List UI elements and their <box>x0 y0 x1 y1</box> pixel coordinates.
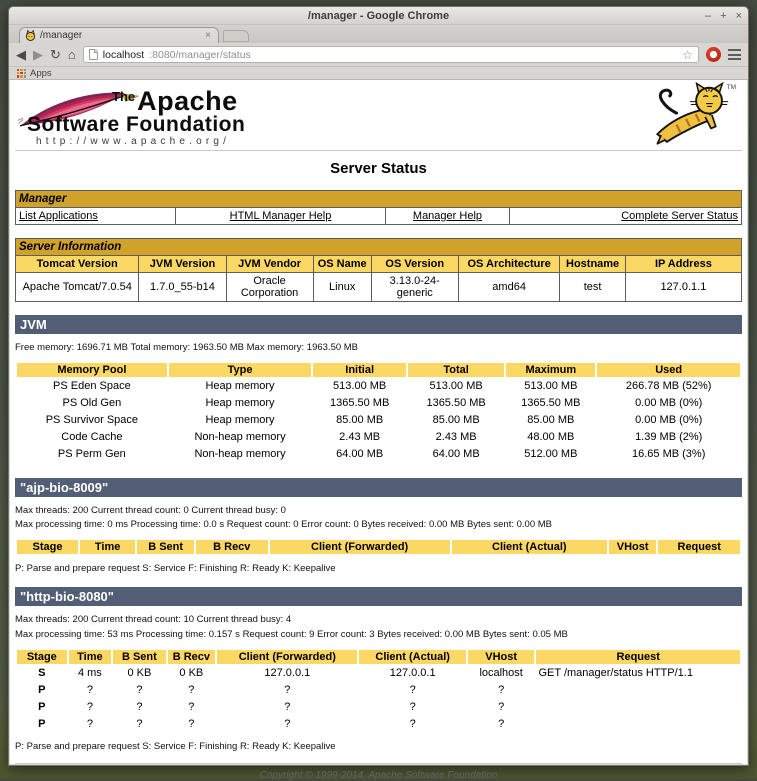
col-header: JVM Vendor <box>226 256 313 273</box>
col-header: IP Address <box>625 256 741 273</box>
table-cell: 2.43 MB <box>435 431 477 444</box>
jvm-memory-summary: Free memory: 1696.71 MB Total memory: 1963.50 MB Max memory: 1963.50 MB <box>15 342 359 353</box>
col-header: Total <box>408 363 504 377</box>
table-row <box>17 700 740 715</box>
table-cell: P <box>38 718 46 731</box>
http-thread-stats: Max threads: 200 Current thread count: 10 Current thread busy: 4 <box>15 614 292 626</box>
col-header: Memory Pool <box>17 363 167 377</box>
table-cell: ? <box>136 683 143 696</box>
window-controls <box>705 7 742 25</box>
bookmarks-bar <box>9 67 748 80</box>
col-header: B Recv <box>168 650 216 664</box>
trademark-label: TM <box>726 84 736 91</box>
table-cell: ? <box>498 718 505 731</box>
jvm-section-header: JVM <box>15 315 742 334</box>
col-header: OS Name <box>313 256 371 273</box>
logo-the: The <box>112 89 136 104</box>
table-row <box>17 413 740 428</box>
tomcat-logo-wrap <box>644 84 736 146</box>
table-cell: Heap memory <box>205 414 275 427</box>
http-connector-stats <box>15 613 742 642</box>
http-stage-legend: P: Parse and prepare request S: Service F: Finishing R: Ready K: Keepalive <box>15 741 336 753</box>
logo-url: http://www.apache.org/ <box>36 136 231 147</box>
memory-pool-table <box>15 361 742 465</box>
table-cell: ? <box>188 718 195 731</box>
chrome-menu-icon[interactable] <box>728 49 741 60</box>
window-title: /manager - Google Chrome <box>307 9 450 22</box>
col-header: Tomcat Version <box>16 256 139 273</box>
col-header: Stage <box>17 650 67 664</box>
browser-window <box>8 6 749 781</box>
table-cell: ? <box>284 718 291 731</box>
manager-section-title: Manager <box>16 191 742 208</box>
col-header: VHost <box>468 650 535 664</box>
table-cell: 64.00 MB <box>336 448 384 461</box>
table-cell: P <box>38 683 46 696</box>
col-header: Type <box>169 363 312 377</box>
table-cell: ? <box>409 718 416 731</box>
server-info-table <box>15 238 742 302</box>
os-version-value: 3.13.0-24-generic <box>371 273 458 302</box>
table-row <box>17 717 740 732</box>
masthead-divider <box>15 150 742 151</box>
table-cell: PS Old Gen <box>62 396 122 409</box>
bookmark-star-icon[interactable]: ☆ <box>682 47 693 62</box>
table-cell: ? <box>188 700 195 713</box>
close-button[interactable]: × <box>735 9 742 22</box>
table-cell: ? <box>498 683 505 696</box>
manager-title-row <box>16 191 742 208</box>
os-architecture-value: amd64 <box>458 273 560 302</box>
table-cell: 0.00 MB (0%) <box>635 414 703 427</box>
os-name-value: Linux <box>313 273 371 302</box>
table-row <box>17 379 740 394</box>
col-header: VHost <box>609 540 657 554</box>
table-row <box>17 683 740 698</box>
http-connector-section-header: "http-bio-8080" <box>15 587 742 606</box>
http-request-stats: Max processing time: 53 ms Processing time: 0.157 s Request count: 9 Error count: 3 Bytes received: 0.00 MB Bytes sent: 0.05 MB <box>15 628 568 640</box>
server-info-section-title: Server Information <box>16 239 742 256</box>
table-row <box>17 430 740 445</box>
table-cell: 2.43 MB <box>339 431 381 444</box>
manager-help-link[interactable]: Manager Help <box>412 210 482 222</box>
col-header: Maximum <box>506 363 595 377</box>
jvm-version-value: 1.7.0_55-b14 <box>139 273 226 302</box>
table-cell: 513.00 MB <box>333 379 387 392</box>
col-header: Stage <box>17 540 78 554</box>
http-request-header-row <box>17 650 740 664</box>
table-cell: Non-heap memory <box>194 431 286 444</box>
tomcat-version-value: Apache Tomcat/7.0.54 <box>16 273 139 302</box>
table-cell: 513.00 MB <box>429 379 483 392</box>
apps-bookmark[interactable]: Apps <box>30 67 52 79</box>
col-header: B Sent <box>113 650 165 664</box>
col-header: OS Version <box>371 256 458 273</box>
table-cell: ? <box>86 700 93 713</box>
apps-grid-icon <box>17 69 26 78</box>
url-host: localhost <box>102 48 145 61</box>
ajp-request-header-row <box>17 540 740 554</box>
html-manager-help-link[interactable]: HTML Manager Help <box>229 210 332 222</box>
table-cell: 85.00 MB <box>432 414 480 427</box>
ajp-thread-stats: Max threads: 200 Current thread count: 0 Current thread busy: 0 <box>15 504 286 516</box>
tab-strip <box>9 25 748 43</box>
page-title: Server Status <box>330 160 427 177</box>
table-cell: GET /manager/status HTTP/1.1 <box>538 666 693 679</box>
copyright-notice: Copyright © 1999-2014, Apache Software Foundation <box>259 770 498 781</box>
page-icon <box>89 49 98 60</box>
table-cell: ? <box>136 700 143 713</box>
col-header: Request <box>658 540 740 554</box>
col-header: Client (Forwarded) <box>270 540 450 554</box>
url-path: :8080/manager/status <box>149 48 251 61</box>
table-cell: ? <box>188 683 195 696</box>
col-header: Client (Actual) <box>359 650 465 664</box>
table-cell: ? <box>498 700 505 713</box>
footer-divider <box>15 763 742 764</box>
table-cell: ? <box>409 700 416 713</box>
maximize-button[interactable]: + <box>720 9 727 22</box>
tab-close-icon[interactable]: × <box>205 30 211 41</box>
logo-subtitle: Software Foundation <box>27 113 246 136</box>
table-cell <box>536 683 740 698</box>
tab-manager[interactable] <box>19 27 219 43</box>
tomcat-cat-logo <box>644 84 732 146</box>
ajp-stage-legend: P: Parse and prepare request S: Service F: Finishing R: Ready K: Keepalive <box>15 563 336 575</box>
table-cell: 85.00 MB <box>336 414 384 427</box>
col-header: Initial <box>313 363 406 377</box>
manager-table <box>15 190 742 225</box>
complete-server-status-link[interactable]: Complete Server Status <box>621 210 738 222</box>
table-cell: Non-heap memory <box>194 448 286 461</box>
col-header: Request <box>536 650 740 664</box>
table-cell: ? <box>86 683 93 696</box>
table-cell: 0 KB <box>179 666 204 679</box>
table-cell: 1365.50 MB <box>521 396 581 409</box>
table-cell: 512.00 MB <box>524 448 578 461</box>
manager-links-row <box>16 208 742 225</box>
back-icon[interactable]: ◀ <box>16 47 26 62</box>
server-info-values-row <box>16 273 742 302</box>
window-titlebar[interactable] <box>9 7 748 25</box>
col-header: OS Architecture <box>458 256 560 273</box>
table-cell: 48.00 MB <box>527 431 575 444</box>
hostname-value: test <box>560 273 625 302</box>
table-cell: ? <box>86 718 93 731</box>
col-header: Time <box>80 540 135 554</box>
col-header: Client (Actual) <box>452 540 607 554</box>
ajp-connector-stats <box>15 504 742 533</box>
ajp-request-table <box>15 538 742 556</box>
ajp-connector-section-header: "ajp-bio-8009" <box>15 478 742 497</box>
table-cell: 1.39 MB (2%) <box>635 431 703 444</box>
table-cell: 1365.50 MB <box>329 396 390 409</box>
server-info-title-row <box>16 239 742 256</box>
logo-apache: Apache <box>137 86 238 116</box>
table-cell: P <box>38 700 46 713</box>
ajp-request-stats: Max processing time: 0 ms Processing time: 0.0 s Request count: 0 Error count: 0 Bytes received: 0.00 MB Bytes sent: 0.00 MB <box>15 519 552 531</box>
masthead <box>15 84 742 148</box>
table-cell: Heap memory <box>205 396 275 409</box>
table-cell: PS Perm Gen <box>57 448 126 461</box>
forward-icon[interactable]: ▶ <box>33 47 43 62</box>
url-bar[interactable] <box>83 46 699 63</box>
table-cell: Heap memory <box>205 379 275 392</box>
col-header: B Sent <box>137 540 194 554</box>
ip-address-value: 127.0.1.1 <box>625 273 741 302</box>
table-cell: 266.78 MB (52%) <box>625 379 712 392</box>
col-header: JVM Version <box>139 256 226 273</box>
table-cell: ? <box>284 683 291 696</box>
col-header: Used <box>597 363 740 377</box>
table-cell: ? <box>284 700 291 713</box>
http-request-table <box>15 648 742 735</box>
table-cell: PS Eden Space <box>53 379 131 392</box>
list-applications-link[interactable]: List Applications <box>19 210 98 222</box>
minimize-button[interactable]: – <box>705 9 712 22</box>
table-row <box>17 447 740 462</box>
tab-favicon-tomcat-icon <box>25 30 36 41</box>
page-content <box>10 80 747 781</box>
new-tab-button[interactable] <box>223 30 249 42</box>
table-cell: PS Survivor Space <box>45 414 139 427</box>
col-header: B Recv <box>196 540 268 554</box>
table-cell: Code Cache <box>61 431 123 444</box>
col-header: Hostname <box>560 256 625 273</box>
table-cell: 513.00 MB <box>524 379 578 392</box>
navigation-toolbar <box>9 43 748 67</box>
server-info-header-row <box>16 256 742 273</box>
adblock-extension-icon[interactable] <box>706 47 721 62</box>
col-header: Client (Forwarded) <box>217 650 357 664</box>
table-cell: 64.00 MB <box>432 448 480 461</box>
table-cell: 127.0.0.1 <box>389 666 436 679</box>
home-icon[interactable]: ⌂ <box>67 47 76 62</box>
table-cell: ? <box>409 683 416 696</box>
table-cell: 16.65 MB (3%) <box>632 448 706 461</box>
table-cell: 0.00 MB (0%) <box>635 396 703 409</box>
table-cell: 85.00 MB <box>527 414 575 427</box>
table-cell: 1365.50 MB <box>426 396 486 409</box>
memory-pool-header-row <box>17 363 740 377</box>
col-header: Time <box>69 650 112 664</box>
reload-icon[interactable]: ↻ <box>50 47 61 62</box>
table-cell: localhost <box>479 666 523 679</box>
table-row <box>17 396 740 411</box>
jvm-vendor-value: Oracle Corporation <box>226 273 313 302</box>
table-cell: 127.0.0.1 <box>264 666 311 679</box>
tab-title: /manager <box>40 30 83 41</box>
table-cell: 0 KB <box>127 666 152 679</box>
table-cell: S <box>38 666 46 679</box>
table-cell <box>536 700 740 715</box>
table-cell <box>536 717 740 732</box>
table-cell: 4 ms <box>77 666 102 679</box>
table-cell: ? <box>136 718 143 731</box>
table-row <box>17 666 740 681</box>
